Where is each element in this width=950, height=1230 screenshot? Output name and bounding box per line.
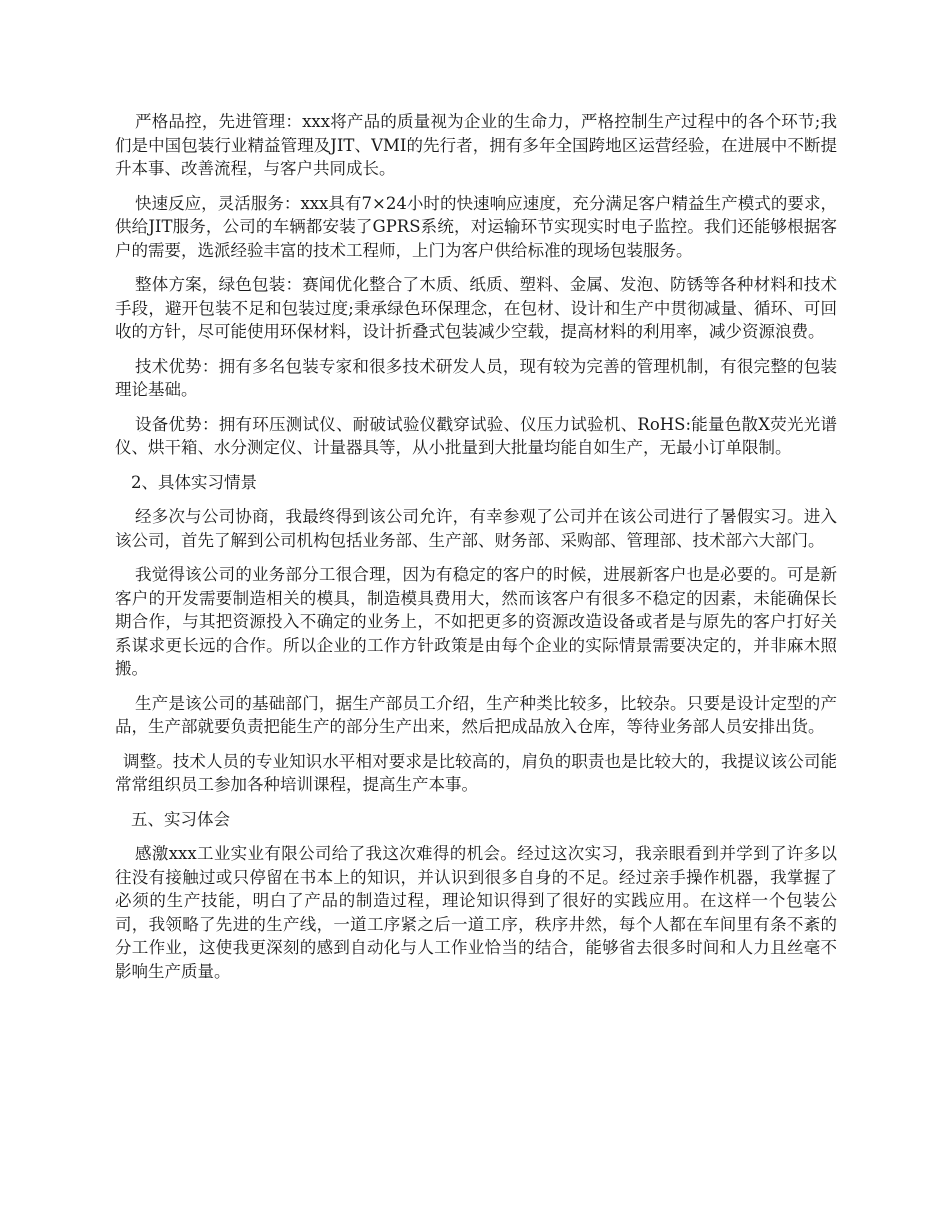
paragraph-fast-response: 快速反应，灵活服务：xxx具有7×24小时的快速响应速度，充分满足客户精益生产模式的要求，供给JIT服务，公司的车辆都安装了GPRS系统，对运输环节实现实时电子监控。我们还能够根据客户的需要，选派经验丰富的技术工程师，上门为客户供给标准的现场包装服务。 [115, 193, 837, 260]
paragraph-equipment-advantage: 设备优势：拥有环压测试仪、耐破试验仪戳穿试验、仪压力试验机、RoHS:能量色散X荧光光谱仪、烘干箱、水分测定仪、计量器具等，从小批量到大批量均能自如生产，无最小订单限制。 [115, 414, 837, 457]
paragraph-production-department: 生产是该公司的基础部门，据生产部员工介绍，生产种类比较多，比较杂。只要是设计定型的产品，生产部就要负责把能生产的部分生产出来，然后把成品放入仓库，等待业务部人员安排出货。 [115, 693, 837, 736]
paragraph-gratitude: 感激xxx工业实业有限公司给了我这次难得的机会。经过这次实习，我亲眼看到并学到了许多以往没有接触过或只停留在书本上的知识，并认识到很多自身的不足。经过亲手操作机器，我掌握了必须的生产技能，明白了产品的制造过程，理论知识得到了很好的实践应用。在这样一个包装公司，我领略了先进的生产线，一道工序紧之后一道工序，秩序井然，每个人都在车间里有条不紊的分工作业，这使我更深刻的感到自动化与人工作业恰当的结合，能够省去很多时间和人力且丝毫不影响生产质量。 [115, 844, 837, 981]
section-heading-experience: 五、实习体会 [131, 809, 230, 829]
document-page [115, 110, 837, 994]
section-heading-internship: 2、具体实习情景 [131, 472, 257, 492]
paragraph-business-department: 我觉得该公司的业务部分工很合理，因为有稳定的客户的时候，进展新客户也是必要的。可是新客户的开发需要制造相关的模具，制造模具费用大，然而该客户有很多不稳定的因素，未能确保长期合作，与其把资源投入不确定的业务上，不如把更多的资源改造设备或者是与原先的客户打好关系谋求更长远的合作。所以企业的工作方针政策是由每个企业的实际情景需要决定的，并非麻木照搬。 [115, 565, 837, 678]
paragraph-tech-advantage: 技术优势：拥有多名包装专家和很多技术研发人员，现有较为完善的管理机制，有很完整的包装理论基础。 [115, 356, 837, 399]
paragraph-adjustment: 调整。技术人员的专业知识水平相对要求是比较高的，肩负的职责也是比较大的，我提议该公司能常常组织员工参加各种培训课程，提高生产本事。 [115, 751, 837, 794]
paragraph-company-departments: 经多次与公司协商，我最终得到该公司允许，有幸参观了公司并在该公司进行了暑假实习。进入该公司，首先了解到公司机构包括业务部、生产部、财务部、采购部、管理部、技术部六大部门。 [115, 507, 837, 550]
paragraph-quality-control: 严格品控，先进管理：xxx将产品的质量视为企业的生命力，严格控制生产过程中的各个环节;我们是中国包装行业精益管理及JIT、VMI的先行者，拥有多年全国跨地区运营经验，在进展中不断提升本事、改善流程，与客户共同成长。 [115, 112, 837, 178]
paragraph-green-packaging: 整体方案，绿色包装：赛闻优化整合了木质、纸质、塑料、金属、发泡、防锈等各种材料和技术手段，避开包装不足和包装过度;秉承绿色环保理念，在包材、设计和生产中贯彻减量、循环、可回收的方针，尽可能使用环保材料，设计折叠式包装减少空载，提高材料的利用率，减少资源浪费。 [115, 275, 837, 341]
